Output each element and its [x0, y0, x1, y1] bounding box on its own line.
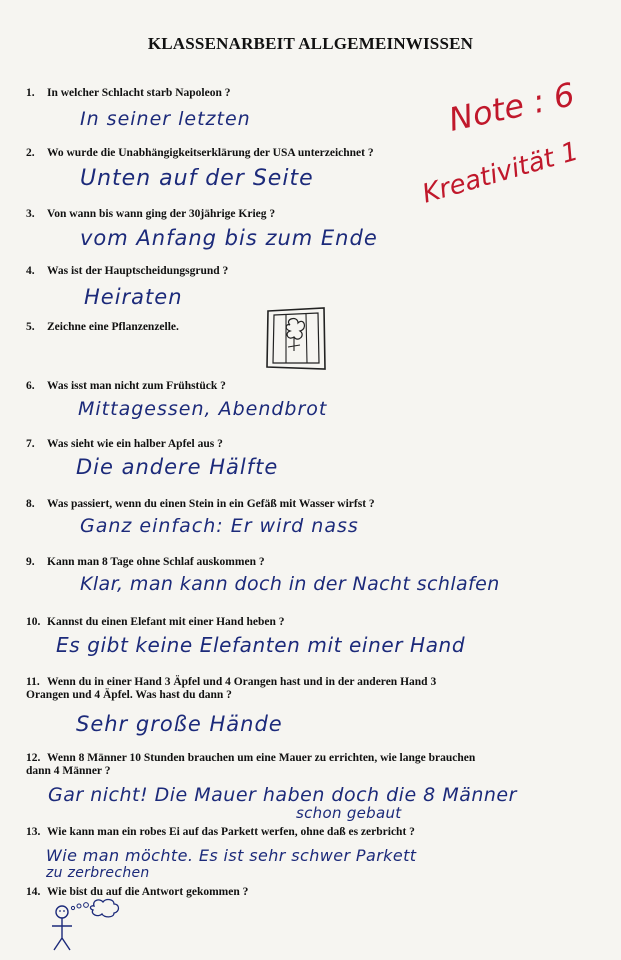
- question-6: [26, 380, 226, 393]
- question-number: 14.: [26, 886, 41, 898]
- answer-1: In seiner letzten: [80, 108, 251, 130]
- question-number: 11.: [26, 676, 40, 688]
- question-8: [26, 498, 375, 511]
- answer-3: vom Anfang bis zum Ende: [80, 226, 378, 250]
- question-number: 2.: [26, 147, 35, 159]
- grade-note: Note : 6: [445, 75, 578, 139]
- question-1: [26, 87, 230, 100]
- question-11: [26, 676, 436, 702]
- question-number: 1.: [26, 87, 35, 99]
- question-text: Wo wurde die Unabhängigkeitserklärung der USA unterzeichnet ?: [47, 147, 374, 159]
- answer-9: Klar, man kann doch in der Nacht schlafen: [80, 573, 500, 595]
- answer-13: Wie man möchte. Es ist sehr schwer Parkett: [46, 846, 417, 865]
- answer-11: Sehr große Hände: [76, 712, 283, 736]
- question-text: In welcher Schlacht starb Napoleon ?: [47, 87, 231, 99]
- question-text: Was isst man nicht zum Frühstück ?: [47, 380, 226, 392]
- question-9: [26, 556, 265, 569]
- question-number: 3.: [26, 208, 35, 220]
- question-3: [26, 208, 275, 221]
- question-number: 9.: [26, 556, 35, 568]
- thinking-stick-figure-drawing: [40, 898, 140, 958]
- question-2: [26, 147, 374, 160]
- question-10: [26, 616, 285, 629]
- question-text: Wie kann man ein robes Ei auf das Parkett werfen, ohne daß es zerbricht ?: [47, 826, 415, 838]
- question-number: 10.: [26, 616, 41, 628]
- answer-13-continued: zu zerbrechen: [46, 865, 150, 881]
- question-text: Was ist der Hauptscheidungsgrund ?: [47, 265, 229, 277]
- question-5: [26, 321, 179, 334]
- question-text: Wenn 8 Männer 10 Stunden brauchen um eine Mauer zu errichten, wie lange brauchen dann 4 Männer ?: [26, 752, 476, 777]
- question-number: 8.: [26, 498, 35, 510]
- grade-kreativitaet: Kreativität 1: [418, 136, 582, 210]
- plant-cell-drawing: [264, 305, 328, 373]
- question-text: Was sieht wie ein halber Apfel aus ?: [47, 438, 223, 450]
- answer-6: Mittagessen, Abendbrot: [78, 398, 328, 420]
- question-text: Wie bist du auf die Antwort gekommen ?: [47, 886, 249, 898]
- answer-8: Ganz einfach: Er wird nass: [80, 515, 359, 537]
- question-text: Was passiert, wenn du einen Stein in ein Gefäß mit Wasser wirfst ?: [47, 498, 375, 510]
- question-number: 4.: [26, 265, 35, 277]
- answer-12: Gar nicht! Die Mauer haben doch die 8 Männer: [48, 784, 517, 806]
- question-text: Von wann bis wann ging der 30jährige Krieg ?: [47, 208, 276, 220]
- question-number: 6.: [26, 380, 35, 392]
- answer-2: Unten auf der Seite: [80, 166, 314, 191]
- answer-10: Es gibt keine Elefanten mit einer Hand: [56, 633, 466, 657]
- question-13: [26, 826, 415, 839]
- question-12: [26, 752, 475, 778]
- exam-title: KLASSENARBEIT ALLGEMEINWISSEN: [147, 34, 474, 53]
- question-text: Kannst du einen Elefant mit einer Hand heben ?: [47, 616, 285, 628]
- answer-12-continued: schon gebaut: [296, 804, 402, 822]
- question-number: 5.: [26, 321, 35, 333]
- question-number: 12.: [26, 752, 41, 764]
- question-text: Kann man 8 Tage ohne Schlaf auskommen ?: [47, 556, 265, 568]
- answer-4: Heiraten: [84, 285, 183, 309]
- question-text: Wenn du in einer Hand 3 Äpfel und 4 Orangen hast und in der anderen Hand 3 Orangen und 4 Äpfel. Was hast du dann ?: [26, 676, 437, 701]
- question-number: 7.: [26, 438, 35, 450]
- answer-7: Die andere Hälfte: [76, 455, 279, 479]
- question-number: 13.: [26, 826, 41, 838]
- question-4: [26, 265, 228, 278]
- question-text: Zeichne eine Pflanzenzelle.: [47, 321, 179, 333]
- question-7: [26, 438, 223, 451]
